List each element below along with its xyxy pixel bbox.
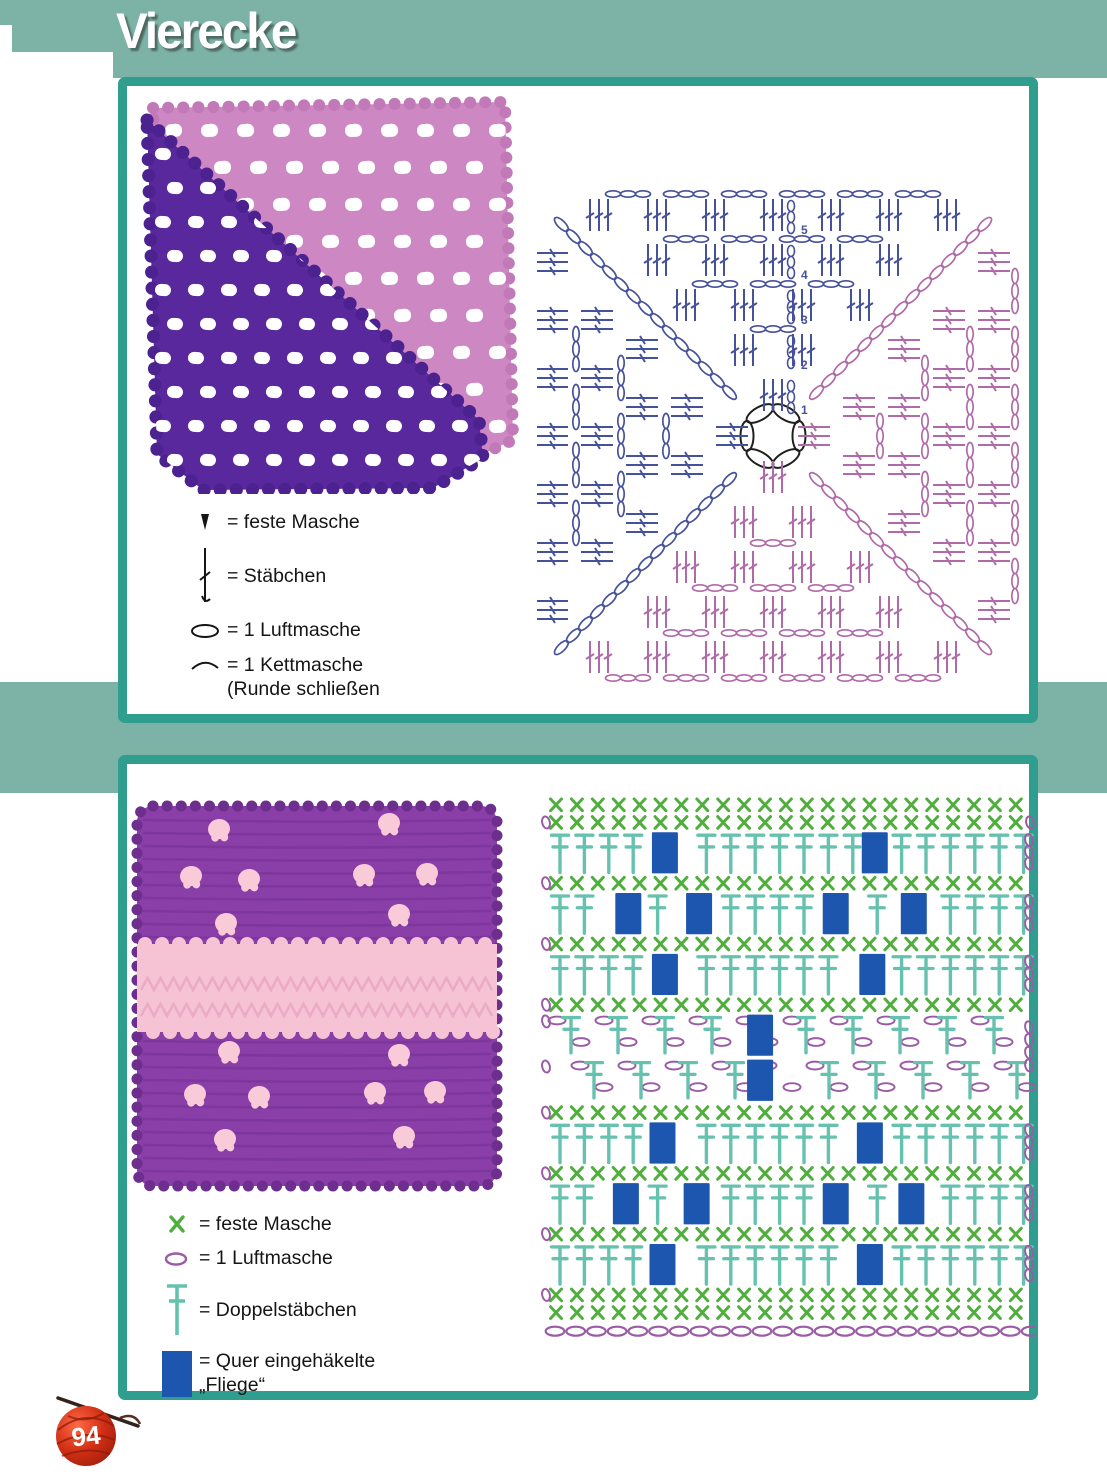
fliege-symbol — [901, 893, 927, 934]
page-title: Vierecke — [116, 3, 296, 59]
round-number: 1 — [801, 403, 808, 417]
fliege-symbol — [686, 893, 712, 934]
left-margin-notch — [0, 25, 12, 52]
page-number-ball-svg — [46, 1388, 146, 1476]
round-number: 2 — [801, 358, 808, 372]
fliege-rect-icon — [159, 1349, 195, 1401]
fliege-symbol — [823, 1183, 849, 1224]
luftmasche-oval-icon — [187, 620, 223, 642]
legend-icon-cell — [183, 620, 227, 642]
page-number-ball — [46, 1388, 146, 1476]
legend-item — [183, 510, 380, 534]
legend-label: = 1 Luftmasche — [199, 1247, 333, 1270]
fliege-symbol — [747, 1015, 773, 1056]
fliege-symbol — [823, 893, 849, 934]
round-number: 3 — [801, 313, 808, 327]
fliege-square-legend — [155, 1212, 375, 1411]
legend-item — [155, 1246, 375, 1270]
granny-square-photo-svg — [127, 94, 519, 494]
staebchen-icon — [187, 544, 223, 608]
legend-label: = 1 Kettmasche (Runde schließen — [227, 653, 380, 701]
granny-square-photo — [127, 94, 519, 499]
legend-icon-cell — [155, 1212, 199, 1236]
legend-icon-cell — [183, 653, 227, 675]
panel-fliege-square — [118, 755, 1038, 1400]
granny-square-chart-svg — [537, 186, 1027, 701]
fliege-symbol — [649, 1122, 675, 1163]
legend-label: = 1 Luftmasche — [227, 619, 361, 642]
feste-masche-x-icon — [159, 1212, 195, 1236]
legend-label: = Stäbchen — [227, 565, 327, 588]
fliege-symbol — [684, 1183, 710, 1224]
legend-icon-cell — [183, 544, 227, 608]
legend-item — [155, 1212, 375, 1236]
fliege-symbol — [862, 832, 888, 873]
feste-masche-triangle-icon — [187, 511, 223, 533]
fliege-symbol — [613, 1183, 639, 1224]
fliege-symbol — [857, 1122, 883, 1163]
legend-icon-cell — [183, 511, 227, 533]
fliege-row-chart — [541, 796, 1035, 1346]
legend-item — [183, 653, 380, 702]
legend-item — [155, 1281, 375, 1339]
round-number: 5 — [801, 223, 808, 237]
fliege-symbol — [649, 1244, 675, 1285]
fliege-chart-svg — [541, 796, 1035, 1341]
legend-label: = feste Masche — [199, 1213, 332, 1235]
legend-item — [183, 544, 380, 608]
fliege-symbol — [898, 1183, 924, 1224]
fliege-symbol — [747, 1060, 773, 1101]
legend-item — [155, 1349, 375, 1401]
legend-item — [183, 618, 380, 642]
legend-label: = Quer eingehäkelte „Fliege“ — [199, 1349, 376, 1397]
granny-square-legend — [183, 510, 380, 712]
legend-label: = feste Masche — [227, 511, 360, 533]
granny-square-chart — [537, 186, 1027, 706]
fliege-symbol — [857, 1244, 883, 1285]
fliege-square-photo-svg — [127, 794, 507, 1196]
fliege-symbol — [652, 954, 678, 995]
legend-icon-cell — [155, 1249, 199, 1269]
legend-icon-cell — [155, 1281, 199, 1339]
fliege-square-photo — [127, 794, 507, 1201]
legend-label: = Doppelstäbchen — [199, 1298, 357, 1321]
doppelstaebchen-icon — [159, 1281, 195, 1339]
page-number: 94 — [70, 1419, 102, 1453]
panel-granny-square — [118, 77, 1038, 723]
round-number: 4 — [801, 268, 808, 282]
legend-icon-cell — [155, 1349, 199, 1401]
fliege-symbol — [615, 893, 641, 934]
kettmasche-arc-icon — [187, 653, 223, 675]
luftmasche-oval-purple-icon — [159, 1249, 195, 1269]
fliege-symbol — [652, 832, 678, 873]
fliege-symbol — [859, 954, 885, 995]
